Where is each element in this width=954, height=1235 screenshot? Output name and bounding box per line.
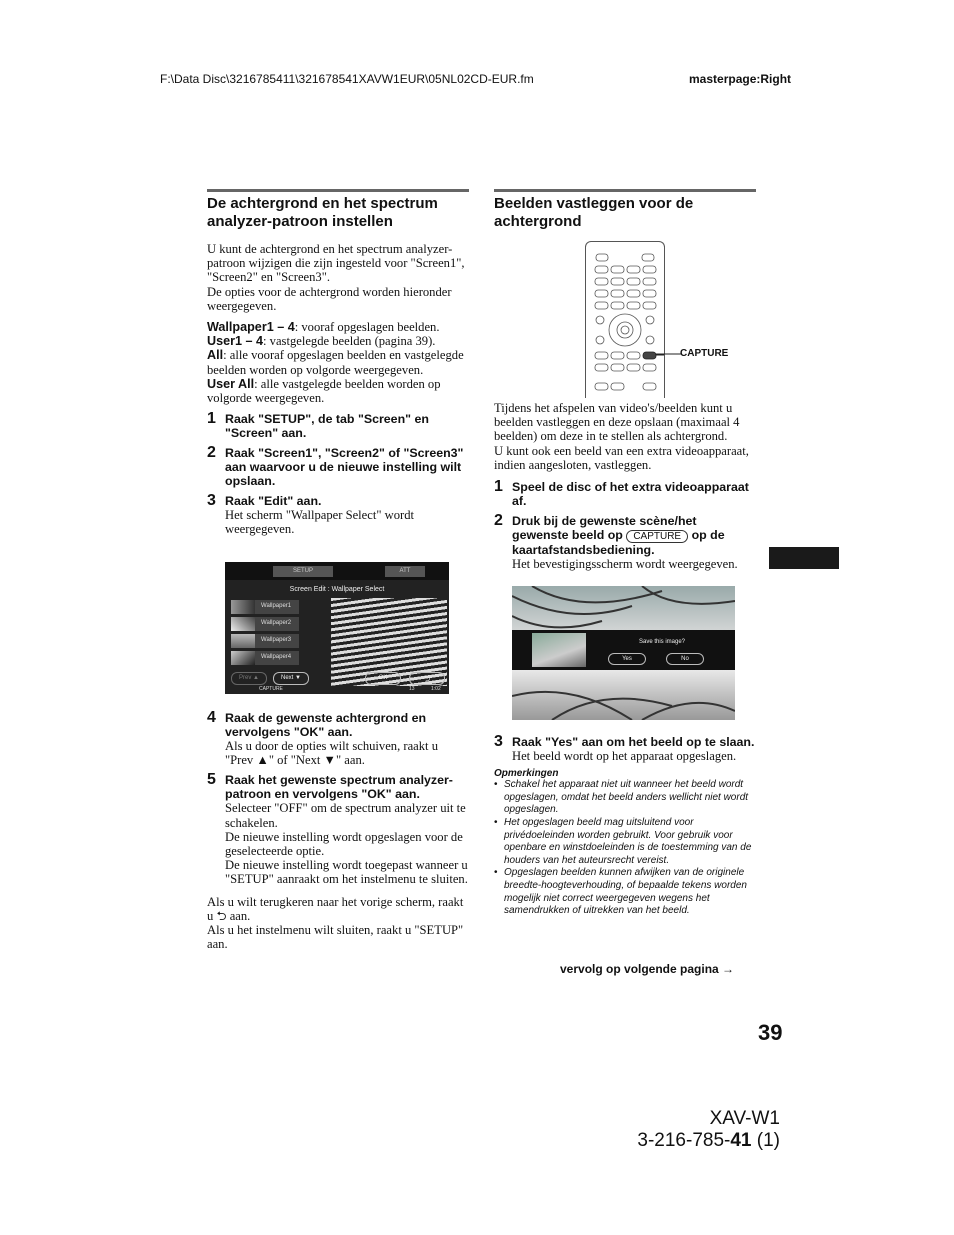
- capture-thumbnail: [532, 633, 586, 667]
- wallpaper-list: [231, 600, 299, 665]
- option-item: All: alle vooraf opgeslagen beelden en vastgelegde beelden worden op volgorde weergegeven.: [207, 348, 464, 377]
- screen-title: Screen Edit : Wallpaper Select: [289, 586, 385, 593]
- prev-button: Prev ▲: [231, 672, 267, 685]
- step-5: 5 Raak het gewenste spectrum analyzer-patroon en vervolgens "OK" aan. Selecteer "OFF" om de spectrum analyzer uit te schakelen. De nieuwe instelling wordt opgeslagen voor de geselecteerde optie. De nieuwe instelling wordt toegepast wanneer u "SETUP" aanraakt om het instelmenu te sluiten.: [207, 771, 468, 887]
- wallpaper-item: Wallpaper2: [231, 617, 299, 631]
- section-title: De achtergrond en het spectrum analyzer-patroon instellen: [207, 195, 438, 230]
- options-list: [207, 320, 469, 405]
- page-number: 39: [758, 1020, 783, 1045]
- capture-step-2: 2 Druk bij de gewenste scène/het gewenste beeld op CAPTURE op de kaartafstandsbediening. Het bevestigingsscherm wordt weergegeven.: [494, 512, 738, 572]
- step-4: 4 Raak de gewenste achtergrond en vervolgens "OK" aan. Als u door de opties wilt schuiven, raakt u "Prev ▲" of "Next ▼" aan.: [207, 709, 439, 768]
- capture-button-label: CAPTURE: [680, 348, 729, 359]
- step-1: 1 Raak "SETUP", de tab "Screen" en "Screen" aan.: [207, 410, 429, 441]
- section-rule: [207, 189, 469, 192]
- dialog-question: Save this image?: [638, 639, 686, 645]
- back-icon: ⮌: [216, 908, 227, 923]
- right-column: [494, 189, 756, 231]
- setup-tab: SETUP: [273, 566, 333, 577]
- capture-key: CAPTURE: [626, 530, 688, 543]
- chapter-tab-marker: [769, 547, 839, 569]
- note-item: • Het opgeslagen beeld mag uitsluitend voor privédoeleinden worden gebruikt. Voor gebruik voor openbare en winstdoeleinden is de toestemming van de houders van het auteursrecht vereist.: [494, 817, 756, 867]
- continue-note: vervolg op volgende pagina →: [560, 962, 735, 976]
- back-instructions: Als u wilt terugkeren naar het vorige scherm, raakt u ⮌ aan. Als u het instelmenu wilt sluiten, raakt u "SETUP" aan.: [207, 894, 464, 952]
- notes-title: Opmerkingen: [494, 768, 559, 780]
- remote-buttons: [586, 242, 664, 398]
- section-title: Beelden vastleggen voor de achtergrond: [494, 195, 694, 230]
- remote-control-illustration: [585, 241, 665, 398]
- right-column-text: [494, 401, 756, 571]
- intro-paragraph-2: De opties voor de achtergrond worden hieronder weergegeven.: [207, 284, 452, 313]
- wallpaper-item: Wallpaper3: [231, 634, 299, 648]
- option-item: User1 – 4: vastgelegde beelden (pagina 39).: [207, 334, 436, 349]
- wallpaper-select-screenshot: [225, 562, 449, 694]
- capture-confirm-screenshot: [512, 586, 735, 720]
- intro-paragraph: U kunt de achtergrond en het spectrum analyzer-patroon wijzigen die zijn ingesteld voor "Screen1", "Screen2" en "Screen3".: [207, 242, 465, 285]
- section-rule: [494, 189, 756, 192]
- note-item: • Opgeslagen beelden kunnen afwijken van de originele breedte-hoogteverhouding, of bepaalde tekens worden mogelijk niet correct weergegeven wegens het samendrukken of uitrekken van het beeld.: [494, 867, 756, 917]
- intro-text: [207, 242, 469, 313]
- step-3: 3 Raak "Edit" aan. Het scherm "Wallpaper Select" wordt weergegeven.: [207, 492, 415, 537]
- status-count: 13: [409, 686, 415, 692]
- back-icon: ⮌: [409, 672, 445, 685]
- note-item: • Schakel het apparaat niet uit wanneer het beeld wordt opgeslagen, omdat het beeld anders wellicht niet wordt opgeslagen.: [494, 779, 756, 817]
- option-item: Wallpaper1 – 4: vooraf opgeslagen beelden.: [207, 320, 440, 335]
- capture-step-3: 3 Raak "Yes" aan om het beeld op te slaan. Het beeld wordt op het apparaat opgeslagen.: [494, 733, 755, 763]
- option-item: User All: alle vastgelegde beelden worden op volgorde weergegeven.: [207, 376, 441, 406]
- file-path: F:\Data Disc\3216785411\321678541XAVW1EUR\05NL02CD-EUR.fm: [160, 72, 534, 86]
- capture-pointer-line: [655, 351, 681, 357]
- right-column-lower: [494, 735, 756, 918]
- status-time: 1:02: [431, 686, 441, 692]
- masterpage-label: masterpage:Right: [689, 72, 792, 86]
- left-column: [207, 189, 469, 537]
- att-tab: ATT: [385, 566, 425, 577]
- capture-label: CAPTURE: [259, 686, 283, 692]
- no-button: No: [666, 653, 704, 665]
- yes-button: Yes: [608, 653, 646, 665]
- model-name: XAV-W1: [709, 1108, 780, 1129]
- wallpaper-item: Wallpaper1: [231, 600, 299, 614]
- next-button: Next ▼: [273, 672, 309, 685]
- step-2: 2 Raak "Screen1", "Screen2" of "Screen3" aan waarvoor u de nieuwe instelling wilt opslaan.: [207, 444, 464, 489]
- capture-intro: Tijdens het afspelen van video's/beelden kunt u beelden vastleggen en deze opslaan (maximaal 4 beelden) om deze in te stellen als achtergrond. U kunt ook een beeld van een extra videoapparaat, indien aangesloten, vastleggen.: [494, 401, 749, 472]
- ok-button: OK: [365, 672, 401, 685]
- left-column-lower: [207, 711, 469, 951]
- capture-step-1: 1 Speel de disc of het extra videoapparaat af.: [494, 478, 749, 509]
- wallpaper-item: Wallpaper4: [231, 651, 299, 665]
- part-code: 3-216-785-41 (1): [637, 1130, 780, 1151]
